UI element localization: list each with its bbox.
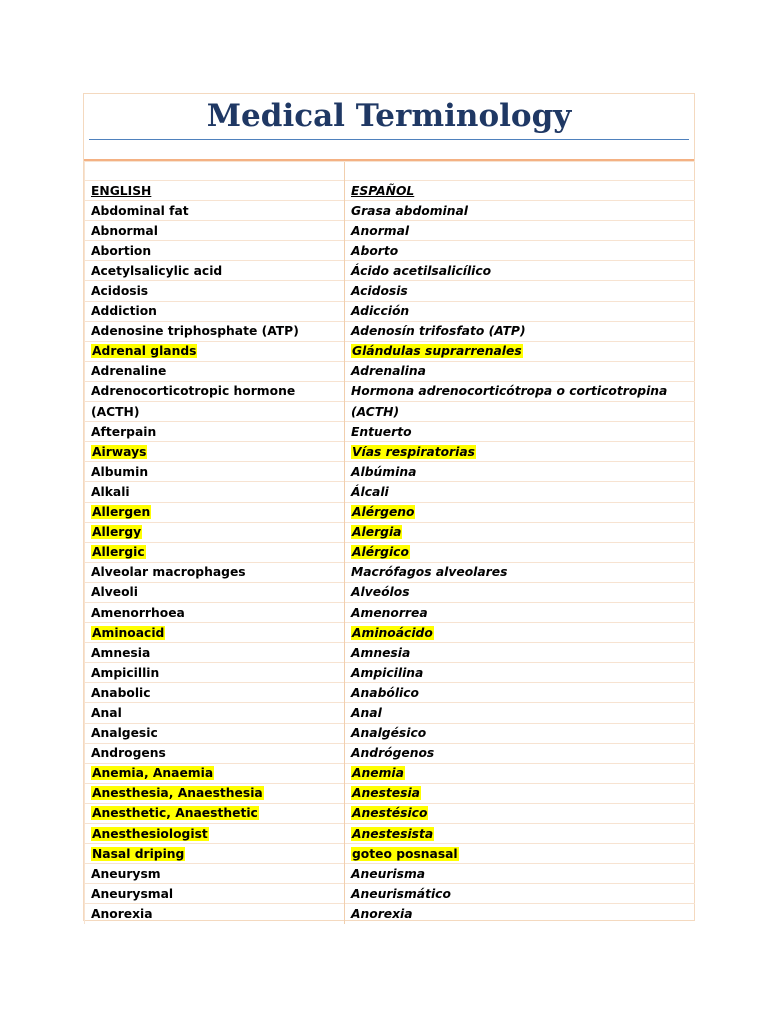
english-term: Allergy	[92, 525, 142, 540]
english-term-cell	[85, 743, 345, 763]
english-term-cell	[85, 321, 345, 341]
spanish-term: Anestesia	[352, 786, 420, 801]
spanish-term: Álcali	[351, 484, 389, 499]
spanish-term-cell	[345, 904, 695, 924]
table-row	[85, 281, 695, 301]
spanish-term-cell	[345, 723, 695, 743]
table-row	[85, 663, 695, 683]
spanish-term-cell	[345, 803, 695, 823]
table-row	[85, 864, 695, 884]
spanish-term-cell	[345, 341, 695, 361]
spanish-term-cell	[345, 824, 695, 844]
spanish-term: Ácido acetilsalicílico	[351, 263, 492, 278]
spanish-term-cell	[345, 763, 695, 783]
spanish-term: Andrógenos	[351, 746, 435, 761]
spanish-term: Vías respiratorias	[352, 444, 475, 459]
spanish-term-cell	[345, 402, 695, 422]
spanish-term: Amenorrea	[351, 605, 428, 620]
spanish-term: Aborto	[351, 243, 399, 258]
spanish-term-cell	[345, 522, 695, 542]
english-term-cell	[85, 562, 345, 582]
english-term-cell	[85, 683, 345, 703]
table-row	[85, 201, 695, 221]
table-row	[85, 763, 695, 783]
spanish-term-cell	[345, 442, 695, 462]
english-term-cell	[85, 582, 345, 602]
english-term-cell	[85, 844, 345, 864]
spanish-term: (ACTH)	[351, 404, 400, 419]
spanish-term: Anabólico	[351, 685, 419, 700]
table-row	[85, 582, 695, 602]
english-term: Adrenaline	[91, 364, 167, 379]
title-underline	[89, 139, 689, 140]
english-term: Adenosine triphosphate (ATP)	[91, 324, 299, 339]
english-term: Allergen	[92, 505, 151, 520]
english-term-cell	[85, 361, 345, 381]
spanish-term: Amnesia	[351, 645, 411, 660]
table-row	[85, 381, 695, 401]
document-title: Medical Terminology	[206, 98, 572, 134]
table-row	[85, 321, 695, 341]
english-term-cell	[85, 643, 345, 663]
spanish-term: Adenosín trifosfato (ATP)	[351, 324, 526, 339]
english-term-cell	[85, 884, 345, 904]
english-term-cell	[85, 542, 345, 562]
table-row	[85, 904, 695, 924]
english-term: Adrenal glands	[92, 344, 197, 359]
spanish-term-cell	[345, 422, 695, 442]
spanish-term-cell	[345, 361, 695, 381]
table-row	[85, 502, 695, 522]
spanish-term-cell	[345, 844, 695, 864]
spanish-term: Macrófagos alveolares	[351, 565, 508, 580]
terminology-table	[84, 161, 695, 924]
english-term: Analgesic	[91, 726, 158, 741]
english-term-cell	[85, 422, 345, 442]
table-row	[85, 422, 695, 442]
english-term: Abortion	[91, 243, 152, 258]
spanish-term: Entuerto	[351, 424, 412, 439]
spanish-term-cell	[345, 241, 695, 261]
english-term: Androgens	[91, 746, 166, 761]
english-term-cell	[85, 301, 345, 321]
spanish-term: goteo posnasal	[352, 846, 458, 861]
table-row	[85, 803, 695, 823]
english-term: Acidosis	[91, 284, 149, 299]
spanish-column-header: ESPAÑOL	[345, 181, 695, 201]
table-row	[85, 683, 695, 703]
english-term: Albumin	[91, 464, 149, 479]
english-term: Amenorrhoea	[91, 605, 185, 620]
table-row	[85, 341, 695, 361]
spanish-term: Hormona adrenocorticótropa o corticotropina	[351, 384, 668, 399]
spanish-term: Alérgeno	[352, 505, 415, 520]
english-term-cell	[85, 281, 345, 301]
english-term-cell	[85, 341, 345, 361]
spanish-term-cell	[345, 201, 695, 221]
english-term-cell	[85, 442, 345, 462]
table-row	[85, 221, 695, 241]
spanish-term-cell	[345, 783, 695, 803]
spanish-term-cell	[345, 221, 695, 241]
english-term-cell	[85, 703, 345, 723]
blank-row	[85, 162, 695, 181]
spanish-term: Alérgico	[352, 545, 409, 560]
table-row	[85, 522, 695, 542]
english-term: Amnesia	[91, 645, 151, 660]
english-term-cell	[85, 864, 345, 884]
spanish-term-cell	[345, 683, 695, 703]
spanish-term: Anal	[351, 705, 382, 720]
spanish-term-cell	[345, 482, 695, 502]
english-term: Afterpain	[91, 424, 157, 439]
spanish-term-cell	[345, 562, 695, 582]
spanish-term-cell	[345, 884, 695, 904]
english-term-cell	[85, 763, 345, 783]
spanish-term-cell	[345, 663, 695, 683]
spanish-term: Albúmina	[351, 464, 417, 479]
spanish-term-cell	[345, 864, 695, 884]
english-term-cell	[85, 381, 345, 401]
english-term: Abdominal fat	[91, 203, 189, 218]
english-term: Abnormal	[91, 223, 158, 238]
english-term: Aneurysmal	[91, 886, 174, 901]
table-row	[85, 261, 695, 281]
english-term-cell	[85, 783, 345, 803]
spanish-term-cell	[345, 321, 695, 341]
spanish-term-cell	[345, 301, 695, 321]
table-row	[85, 844, 695, 864]
english-term: Alveolar macrophages	[91, 565, 246, 580]
spanish-term-cell	[345, 281, 695, 301]
english-term: Airways	[92, 444, 147, 459]
table-row	[85, 623, 695, 643]
english-term-cell	[85, 201, 345, 221]
english-term-cell	[85, 824, 345, 844]
table-row	[85, 884, 695, 904]
english-term: Anesthesiologist	[92, 826, 208, 841]
spanish-term-cell	[345, 582, 695, 602]
english-term: Anabolic	[91, 685, 151, 700]
english-term: Anemia, Anaemia	[92, 766, 214, 781]
spanish-term-cell	[345, 462, 695, 482]
table-row	[85, 442, 695, 462]
spanish-term: Adrenalina	[351, 364, 426, 379]
spanish-term-cell	[345, 623, 695, 643]
table-row	[85, 824, 695, 844]
blank-cell	[345, 162, 695, 181]
spanish-term-cell	[345, 381, 695, 401]
english-term: Alkali	[91, 484, 130, 499]
english-term-cell	[85, 663, 345, 683]
english-term-cell	[85, 241, 345, 261]
spanish-term: Glándulas suprarrenales	[352, 344, 522, 359]
table-row	[85, 602, 695, 622]
english-column-header: ENGLISH	[85, 181, 345, 201]
table-row	[85, 462, 695, 482]
spanish-term: Anormal	[351, 223, 410, 238]
english-term: Anesthesia, Anaesthesia	[92, 786, 263, 801]
spanish-term: Anorexia	[351, 907, 413, 922]
blank-cell	[85, 162, 345, 181]
table-row	[85, 562, 695, 582]
english-term: Nasal driping	[92, 846, 185, 861]
english-term: Aneurysm	[91, 866, 161, 881]
english-term-cell	[85, 602, 345, 622]
spanish-term: Analgésico	[351, 726, 427, 741]
english-term-cell	[85, 221, 345, 241]
spanish-term-cell	[345, 542, 695, 562]
spanish-term: Ampicilina	[351, 665, 424, 680]
spanish-term: Anestesista	[352, 826, 434, 841]
english-term: Addiction	[91, 304, 157, 319]
spanish-term-cell	[345, 703, 695, 723]
english-term-cell	[85, 803, 345, 823]
table-row	[85, 703, 695, 723]
spanish-term: Anemia	[352, 766, 404, 781]
english-term-cell	[85, 723, 345, 743]
spanish-term-cell	[345, 261, 695, 281]
spanish-term: Aneurisma	[351, 866, 426, 881]
english-term: Aminoacid	[92, 625, 165, 640]
table-row	[85, 361, 695, 381]
english-term-cell	[85, 502, 345, 522]
english-term: Anorexia	[91, 907, 153, 922]
english-term: Allergic	[92, 545, 145, 560]
spanish-term-cell	[345, 643, 695, 663]
english-term-cell	[85, 261, 345, 281]
english-term: Adrenocorticotropic hormone	[91, 384, 296, 399]
table-row	[85, 241, 695, 261]
table-row	[85, 542, 695, 562]
spanish-term: Anestésico	[352, 806, 428, 821]
english-term-cell	[85, 623, 345, 643]
english-term-cell	[85, 482, 345, 502]
english-term: Anal	[91, 705, 122, 720]
english-term: Acetylsalicylic acid	[91, 263, 223, 278]
english-term-cell	[85, 402, 345, 422]
spanish-term-cell	[345, 743, 695, 763]
spanish-term: Grasa abdominal	[351, 203, 469, 218]
table-row	[85, 482, 695, 502]
table-row	[85, 402, 695, 422]
spanish-term: Alveólos	[351, 585, 410, 600]
english-term: (ACTH)	[91, 404, 140, 419]
english-term-cell	[85, 462, 345, 482]
spanish-term: Acidosis	[351, 284, 408, 299]
table-row	[85, 301, 695, 321]
english-term: Anesthetic, Anaesthetic	[92, 806, 258, 821]
spanish-term: Aneurismático	[351, 886, 451, 901]
spanish-term: Alergia	[352, 525, 402, 540]
table-row	[85, 643, 695, 663]
spanish-term-cell	[345, 502, 695, 522]
spanish-term: Adicción	[351, 304, 410, 319]
english-term-cell	[85, 904, 345, 924]
spanish-term: Aminoácido	[352, 625, 433, 640]
english-term: Ampicillin	[91, 665, 160, 680]
table-header-row	[85, 181, 695, 201]
table-row	[85, 783, 695, 803]
english-term: Alveoli	[91, 585, 138, 600]
english-term-cell	[85, 522, 345, 542]
table-row	[85, 743, 695, 763]
table-row	[85, 723, 695, 743]
spanish-term-cell	[345, 602, 695, 622]
